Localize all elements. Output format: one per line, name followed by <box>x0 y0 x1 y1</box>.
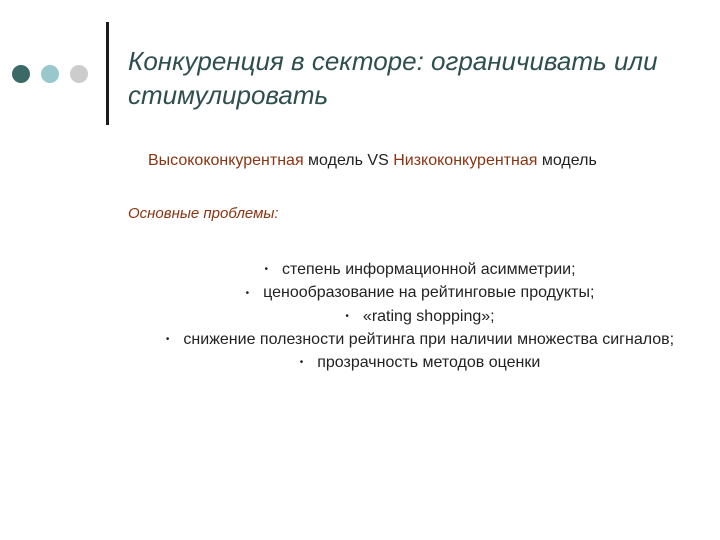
decorative-dot-light <box>41 65 59 83</box>
bullet-icon: • <box>299 357 304 369</box>
list-item-text: снижение полезности рейтинга при наличии множества сигналов; <box>183 330 675 348</box>
list-item-text: прозрачность методов оценки <box>317 354 541 372</box>
bullet-icon: • <box>264 264 268 276</box>
title-divider <box>106 22 109 125</box>
list-item-text: ценообразование на рейтинговые продукты; <box>263 284 595 302</box>
slide-title: Конкуренция в секторе: ограничивать или стимулировать <box>128 46 658 110</box>
list-item <box>140 328 700 351</box>
decorative-dot-dark <box>12 65 30 83</box>
list-item <box>140 258 700 281</box>
bullet-icon: • <box>165 334 170 346</box>
problems-list <box>140 258 700 374</box>
subtitle-model: модель <box>537 152 597 169</box>
slide-subtitle <box>148 152 597 170</box>
bullet-icon: • <box>245 287 250 299</box>
list-item <box>140 351 700 374</box>
subtitle-low-competition: Низкоконкурентная <box>393 152 538 169</box>
decorative-dot-grey <box>70 65 88 83</box>
list-item <box>140 281 700 304</box>
list-item-text: «rating shopping»; <box>362 307 495 325</box>
subtitle-high-competition: Высококонкурентная <box>148 152 304 169</box>
bullet-icon: • <box>345 310 349 322</box>
list-item-text: степень информационной асимметрии; <box>281 261 576 278</box>
list-item <box>140 305 700 328</box>
section-heading: Основные проблемы: <box>128 205 279 222</box>
subtitle-connector: модель VS <box>303 152 394 169</box>
